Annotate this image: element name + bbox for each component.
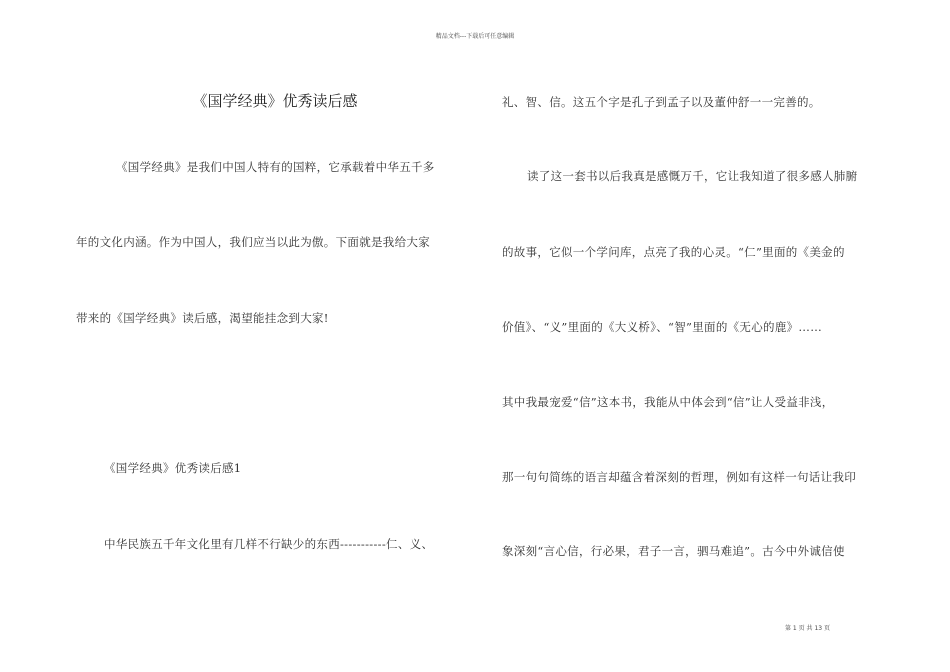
paragraph-line: 那一句句简练的语言却蕴含着深刻的哲理，例如有这样一句话让我印 [502,470,856,484]
paragraph-line: 带来的《国学经典》读后感，渴望能挂念到大家! [76,311,329,325]
paragraph-line: 的故事，它似一个学问库，点亮了我的心灵。“仁”里面的《美金的 [502,245,845,259]
paragraph-line: 象深刻“言心信，行必果，君子一言，驷马难追”。古今中外诚信使 [502,544,845,558]
paragraph-line: 礼、智、信。这五个字是孔子到孟子以及董仲舒一一完善的。 [502,95,821,109]
paragraph-line: 其中我最宠爱“信”这本书，我能从中体会到“信”让人受益非浅， [502,395,834,409]
paragraph-line: 中华民族五千年文化里有几样不行缺少的东西-----------仁、义、 [104,537,434,551]
paragraph-line: 年的文化内涵。作为中国人，我们应当以此为傲。下面就是我给大家 [76,235,430,249]
page-header: 精品文档---下载后可任意编辑 [435,33,515,40]
paragraph-line: 《国学经典》是我们中国人特有的国粹，它承载着中华五千多 [116,160,435,174]
section-heading: 《国学经典》优秀读后感1 [104,461,242,475]
document-title: 《国学经典》优秀读后感 [192,92,358,110]
page-number: 第 1 页 共 13 页 [785,625,830,632]
paragraph-line: 价值》、“义”里面的《大义桥》、“智”里面的《无心的鹿》…… [502,320,823,334]
paragraph-line: 读了这一套书以后我真是感慨万千，它让我知道了很多感人肺腑 [527,169,858,183]
